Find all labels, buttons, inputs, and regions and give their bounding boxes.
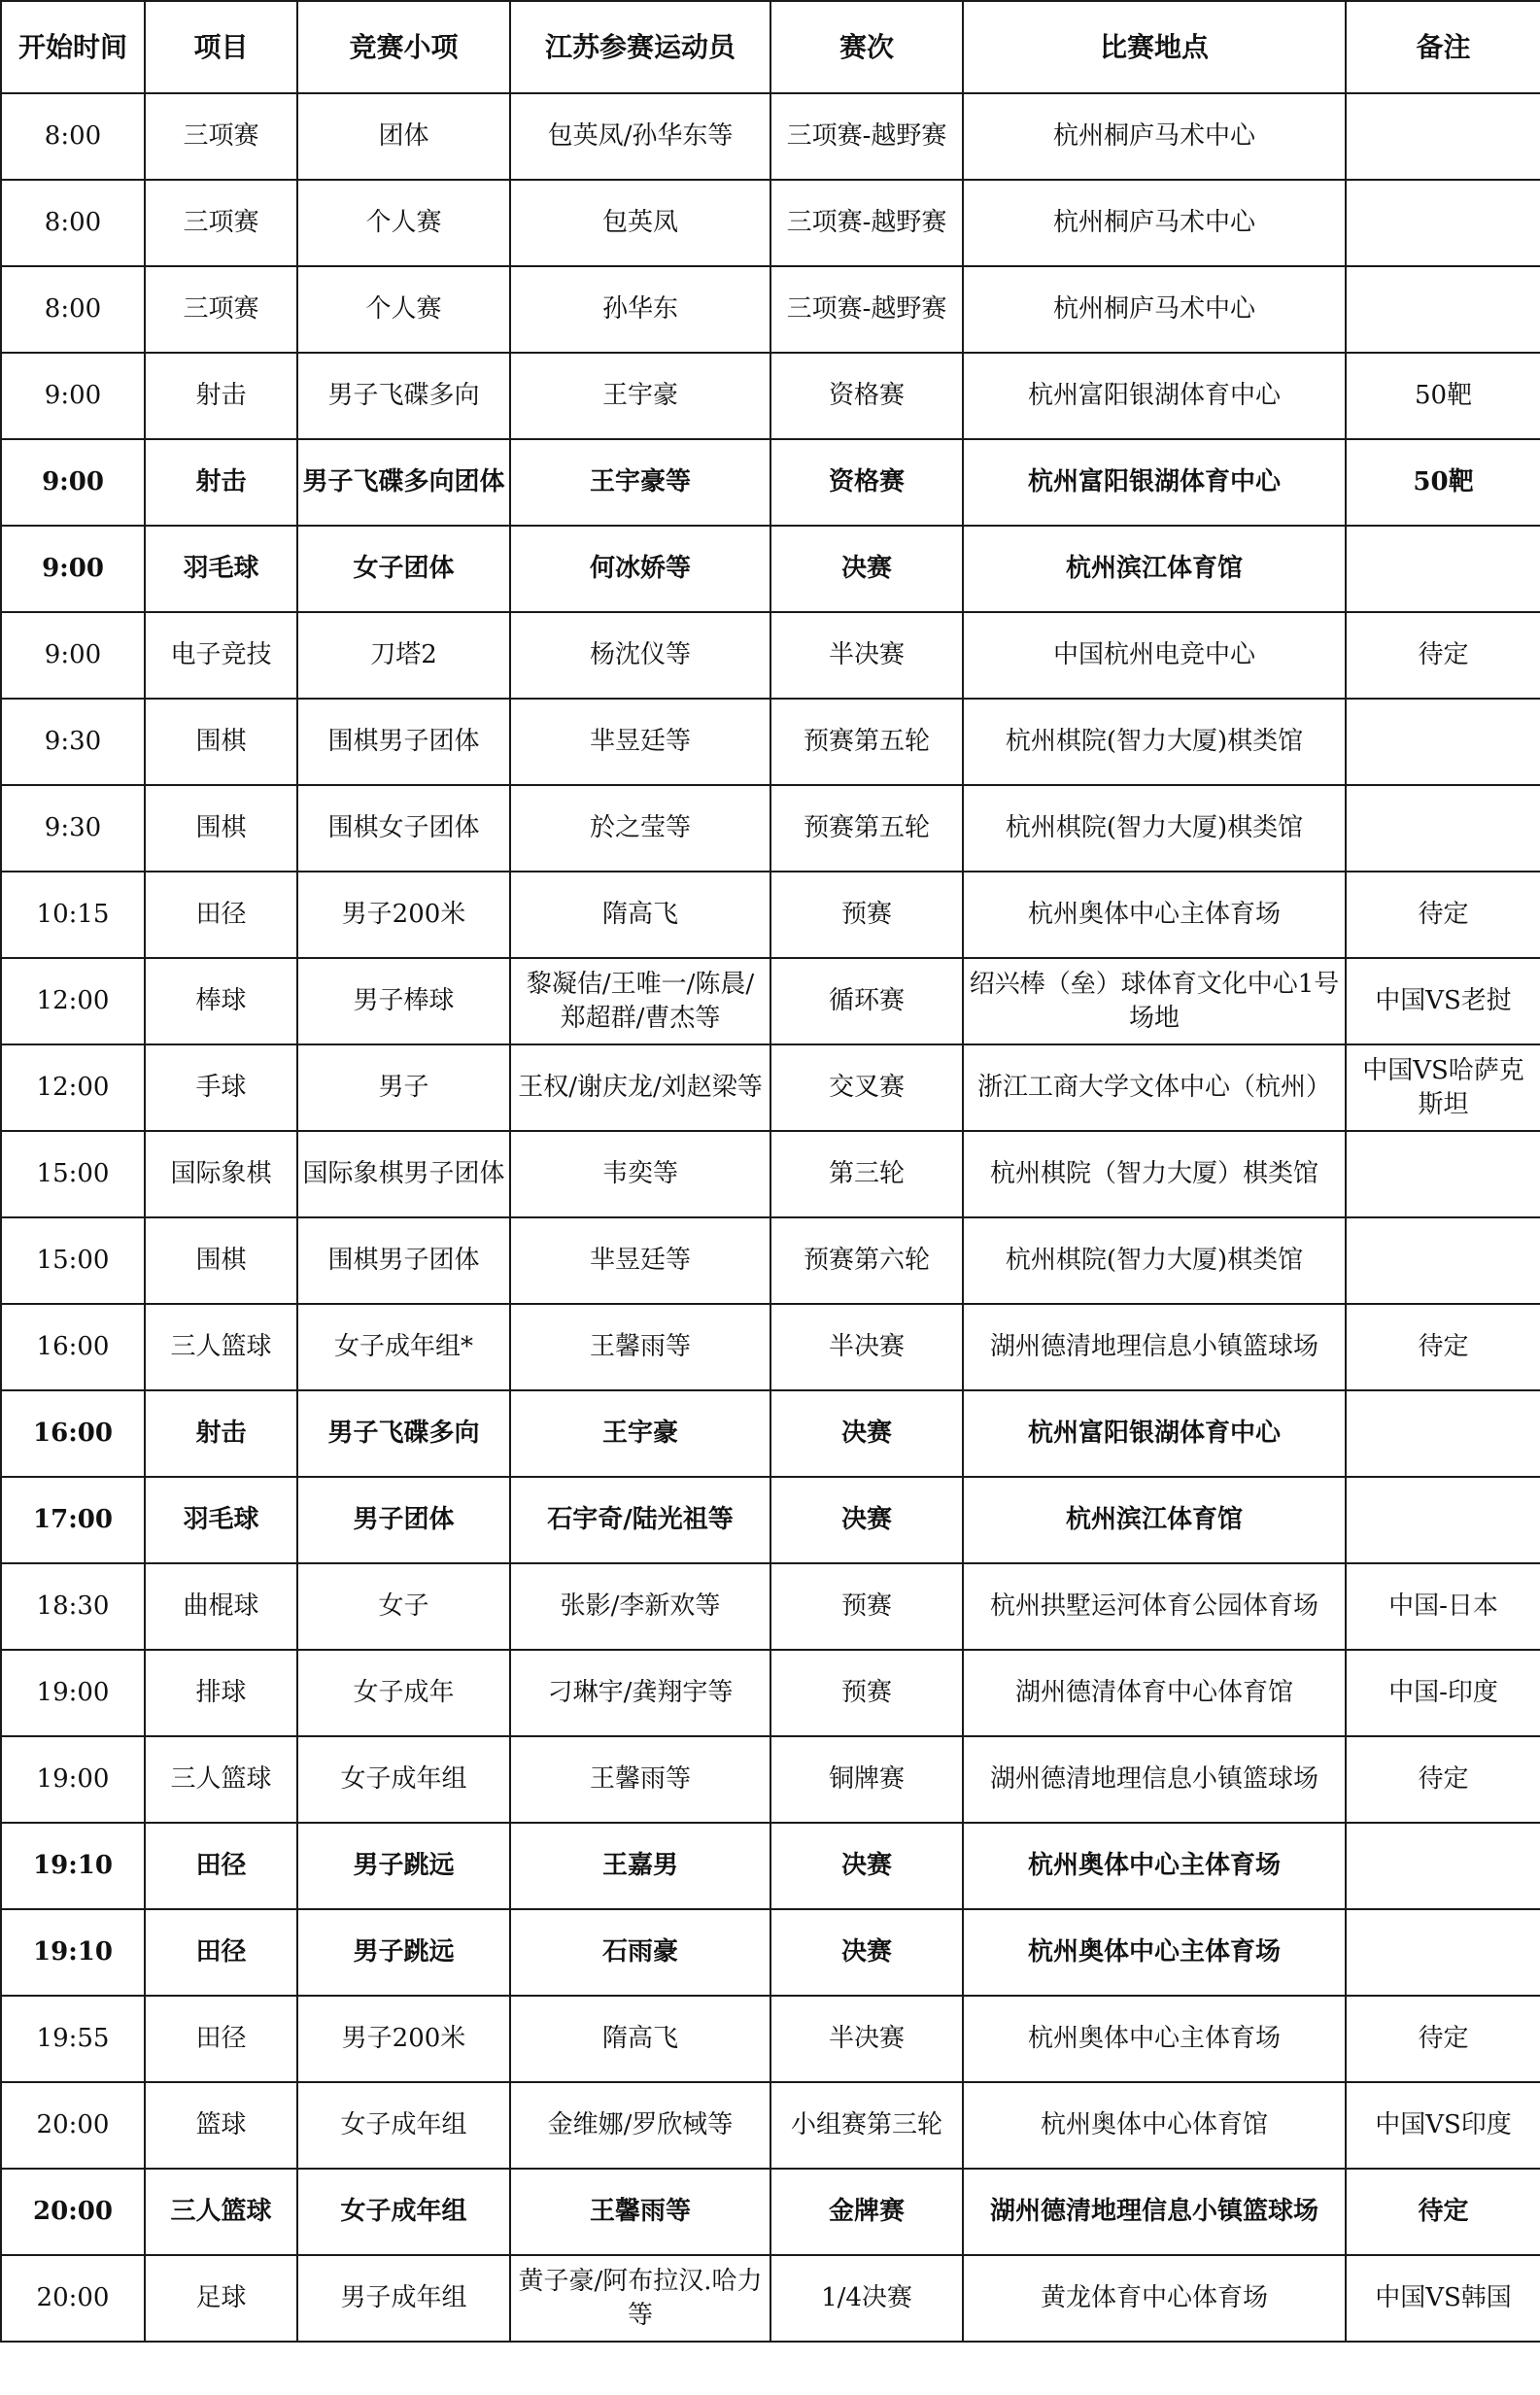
- cell-round: 决赛: [770, 526, 963, 612]
- header-venue: 比赛地点: [963, 1, 1346, 93]
- cell-athletes: 王权/谢庆龙/刘赵梁等: [510, 1044, 770, 1131]
- cell-round: 交叉赛: [770, 1044, 963, 1131]
- cell-athletes: 王嘉男: [510, 1823, 770, 1909]
- cell-start-time: 8:00: [1, 93, 145, 180]
- table-row: [1, 1131, 1540, 1217]
- cell-start-time: 20:00: [1, 2255, 145, 2342]
- cell-venue: 绍兴棒（垒）球体育文化中心1号场地: [963, 958, 1346, 1044]
- table-row: [1, 353, 1540, 439]
- table-row: [1, 699, 1540, 785]
- cell-athletes: 王宇豪等: [510, 439, 770, 526]
- cell-venue: 湖州德清地理信息小镇篮球场: [963, 2169, 1346, 2255]
- cell-start-time: 8:00: [1, 266, 145, 353]
- cell-start-time: 19:00: [1, 1650, 145, 1736]
- cell-athletes: 隋高飞: [510, 872, 770, 958]
- table-row: [1, 872, 1540, 958]
- cell-round: 半决赛: [770, 1996, 963, 2082]
- cell-notes: 待定: [1346, 1996, 1540, 2082]
- cell-start-time: 16:00: [1, 1304, 145, 1390]
- table-row: [1, 1996, 1540, 2082]
- cell-notes: [1346, 1217, 1540, 1304]
- cell-venue: 杭州奥体中心主体育场: [963, 872, 1346, 958]
- cell-notes: [1346, 1131, 1540, 1217]
- cell-round: 三项赛-越野赛: [770, 93, 963, 180]
- cell-venue: 浙江工商大学文体中心（杭州）: [963, 1044, 1346, 1131]
- cell-notes: 待定: [1346, 612, 1540, 699]
- table-row: [1, 1909, 1540, 1996]
- table-row: [1, 93, 1540, 180]
- cell-event: 田径: [145, 1996, 297, 2082]
- cell-venue: 杭州富阳银湖体育中心: [963, 353, 1346, 439]
- cell-event: 围棋: [145, 1217, 297, 1304]
- table-row: [1, 526, 1540, 612]
- cell-notes: [1346, 1390, 1540, 1477]
- cell-venue: 杭州棋院(智力大厦)棋类馆: [963, 1217, 1346, 1304]
- cell-notes: [1346, 180, 1540, 266]
- cell-notes: [1346, 785, 1540, 872]
- cell-notes: 待定: [1346, 872, 1540, 958]
- table-row: [1, 1477, 1540, 1563]
- cell-start-time: 15:00: [1, 1131, 145, 1217]
- cell-venue: 杭州滨江体育馆: [963, 1477, 1346, 1563]
- cell-athletes: 孙华东: [510, 266, 770, 353]
- cell-event: 手球: [145, 1044, 297, 1131]
- cell-event: 羽毛球: [145, 1477, 297, 1563]
- cell-venue: 中国杭州电竞中心: [963, 612, 1346, 699]
- header-athletes: 江苏参赛运动员: [510, 1, 770, 93]
- cell-sub-event: 女子成年组: [297, 2169, 510, 2255]
- cell-event: 三项赛: [145, 93, 297, 180]
- cell-athletes: 刁琳宇/龚翔宇等: [510, 1650, 770, 1736]
- cell-notes: 待定: [1346, 1736, 1540, 1823]
- cell-round: 第三轮: [770, 1131, 963, 1217]
- cell-event: 围棋: [145, 785, 297, 872]
- cell-start-time: 9:30: [1, 785, 145, 872]
- cell-round: 循环赛: [770, 958, 963, 1044]
- cell-venue: 湖州德清体育中心体育馆: [963, 1650, 1346, 1736]
- cell-notes: 50靶: [1346, 353, 1540, 439]
- cell-athletes: 黎凝佶/王唯一/陈晨/郑超群/曹杰等: [510, 958, 770, 1044]
- cell-athletes: 石宇奇/陆光祖等: [510, 1477, 770, 1563]
- cell-round: 决赛: [770, 1390, 963, 1477]
- cell-notes: 中国-日本: [1346, 1563, 1540, 1650]
- header-sub-event: 竞赛小项: [297, 1, 510, 93]
- cell-athletes: 於之莹等: [510, 785, 770, 872]
- cell-athletes: 包英凤: [510, 180, 770, 266]
- cell-venue: 杭州桐庐马术中心: [963, 180, 1346, 266]
- cell-notes: [1346, 526, 1540, 612]
- cell-event: 篮球: [145, 2082, 297, 2169]
- cell-event: 棒球: [145, 958, 297, 1044]
- cell-start-time: 19:00: [1, 1736, 145, 1823]
- cell-venue: 杭州棋院(智力大厦)棋类馆: [963, 699, 1346, 785]
- cell-event: 三人篮球: [145, 2169, 297, 2255]
- cell-athletes: 王馨雨等: [510, 1736, 770, 1823]
- cell-athletes: 金维娜/罗欣棫等: [510, 2082, 770, 2169]
- cell-venue: 湖州德清地理信息小镇篮球场: [963, 1304, 1346, 1390]
- cell-venue: 杭州棋院(智力大厦)棋类馆: [963, 785, 1346, 872]
- header-start-time: 开始时间: [1, 1, 145, 93]
- cell-round: 预赛第五轮: [770, 699, 963, 785]
- cell-athletes: 包英凤/孙华东等: [510, 93, 770, 180]
- cell-sub-event: 女子成年组: [297, 2082, 510, 2169]
- cell-start-time: 9:00: [1, 353, 145, 439]
- cell-event: 田径: [145, 1909, 297, 1996]
- cell-notes: 待定: [1346, 1304, 1540, 1390]
- cell-notes: 中国VS韩国: [1346, 2255, 1540, 2342]
- cell-notes: 中国VS印度: [1346, 2082, 1540, 2169]
- table-row: [1, 1823, 1540, 1909]
- cell-sub-event: 女子成年组*: [297, 1304, 510, 1390]
- table-row: [1, 180, 1540, 266]
- cell-notes: 中国VS老挝: [1346, 958, 1540, 1044]
- cell-event: 田径: [145, 872, 297, 958]
- cell-round: 三项赛-越野赛: [770, 180, 963, 266]
- cell-athletes: 韦奕等: [510, 1131, 770, 1217]
- cell-event: 三项赛: [145, 266, 297, 353]
- cell-start-time: 9:00: [1, 439, 145, 526]
- cell-venue: 杭州富阳银湖体育中心: [963, 439, 1346, 526]
- cell-round: 预赛: [770, 872, 963, 958]
- cell-sub-event: 个人赛: [297, 180, 510, 266]
- cell-venue: 杭州奥体中心体育馆: [963, 2082, 1346, 2169]
- cell-round: 预赛: [770, 1650, 963, 1736]
- cell-sub-event: 团体: [297, 93, 510, 180]
- header-event: 项目: [145, 1, 297, 93]
- table-row: [1, 958, 1540, 1044]
- cell-sub-event: 女子成年: [297, 1650, 510, 1736]
- cell-round: 半决赛: [770, 1304, 963, 1390]
- cell-sub-event: 男子跳远: [297, 1909, 510, 1996]
- cell-athletes: 王宇豪: [510, 353, 770, 439]
- header-notes: 备注: [1346, 1, 1540, 93]
- cell-sub-event: 男子跳远: [297, 1823, 510, 1909]
- cell-sub-event: 男子棒球: [297, 958, 510, 1044]
- cell-round: 小组赛第三轮: [770, 2082, 963, 2169]
- cell-sub-event: 女子: [297, 1563, 510, 1650]
- cell-round: 预赛: [770, 1563, 963, 1650]
- cell-sub-event: 国际象棋男子团体: [297, 1131, 510, 1217]
- cell-athletes: 芈昱廷等: [510, 699, 770, 785]
- cell-notes: [1346, 266, 1540, 353]
- table-row: [1, 612, 1540, 699]
- cell-sub-event: 男子200米: [297, 1996, 510, 2082]
- cell-sub-event: 男子飞碟多向: [297, 1390, 510, 1477]
- cell-venue: 杭州富阳银湖体育中心: [963, 1390, 1346, 1477]
- cell-athletes: 王宇豪: [510, 1390, 770, 1477]
- cell-start-time: 12:00: [1, 958, 145, 1044]
- cell-start-time: 16:00: [1, 1390, 145, 1477]
- cell-venue: 杭州桐庐马术中心: [963, 93, 1346, 180]
- cell-athletes: 芈昱廷等: [510, 1217, 770, 1304]
- cell-sub-event: 男子: [297, 1044, 510, 1131]
- cell-sub-event: 女子团体: [297, 526, 510, 612]
- cell-venue: 杭州奥体中心主体育场: [963, 1996, 1346, 2082]
- cell-round: 三项赛-越野赛: [770, 266, 963, 353]
- cell-notes: [1346, 1477, 1540, 1563]
- cell-event: 电子竞技: [145, 612, 297, 699]
- cell-round: 铜牌赛: [770, 1736, 963, 1823]
- table-row: [1, 785, 1540, 872]
- cell-round: 决赛: [770, 1477, 963, 1563]
- cell-venue: 杭州奥体中心主体育场: [963, 1909, 1346, 1996]
- table-row: [1, 1304, 1540, 1390]
- table-row: [1, 1217, 1540, 1304]
- table-row: [1, 1390, 1540, 1477]
- cell-start-time: 9:30: [1, 699, 145, 785]
- table-row: [1, 1563, 1540, 1650]
- cell-event: 足球: [145, 2255, 297, 2342]
- cell-round: 资格赛: [770, 439, 963, 526]
- cell-venue: 杭州奥体中心主体育场: [963, 1823, 1346, 1909]
- cell-event: 三项赛: [145, 180, 297, 266]
- cell-athletes: 张影/李新欢等: [510, 1563, 770, 1650]
- cell-athletes: 何冰娇等: [510, 526, 770, 612]
- table-row: [1, 439, 1540, 526]
- cell-sub-event: 男子200米: [297, 872, 510, 958]
- cell-start-time: 8:00: [1, 180, 145, 266]
- cell-start-time: 20:00: [1, 2169, 145, 2255]
- cell-start-time: 10:15: [1, 872, 145, 958]
- table-row: [1, 2255, 1540, 2342]
- cell-sub-event: 男子飞碟多向: [297, 353, 510, 439]
- table-header: [1, 1, 1540, 93]
- cell-sub-event: 男子成年组: [297, 2255, 510, 2342]
- cell-event: 曲棍球: [145, 1563, 297, 1650]
- cell-event: 田径: [145, 1823, 297, 1909]
- cell-round: 金牌赛: [770, 2169, 963, 2255]
- cell-event: 三人篮球: [145, 1304, 297, 1390]
- cell-notes: 中国VS哈萨克斯坦: [1346, 1044, 1540, 1131]
- cell-start-time: 9:00: [1, 526, 145, 612]
- cell-notes: [1346, 699, 1540, 785]
- table-body: [1, 93, 1540, 2342]
- cell-sub-event: 女子成年组: [297, 1736, 510, 1823]
- cell-notes: [1346, 1823, 1540, 1909]
- cell-notes: 中国-印度: [1346, 1650, 1540, 1736]
- cell-athletes: 石雨豪: [510, 1909, 770, 1996]
- table-row: [1, 1650, 1540, 1736]
- cell-start-time: 19:55: [1, 1996, 145, 2082]
- cell-notes: [1346, 93, 1540, 180]
- cell-event: 围棋: [145, 699, 297, 785]
- cell-start-time: 9:00: [1, 612, 145, 699]
- cell-event: 国际象棋: [145, 1131, 297, 1217]
- cell-athletes: 王馨雨等: [510, 2169, 770, 2255]
- cell-event: 射击: [145, 439, 297, 526]
- cell-venue: 杭州桐庐马术中心: [963, 266, 1346, 353]
- cell-round: 预赛第六轮: [770, 1217, 963, 1304]
- cell-sub-event: 男子飞碟多向团体: [297, 439, 510, 526]
- cell-notes: 待定: [1346, 2169, 1540, 2255]
- table-row: [1, 266, 1540, 353]
- cell-athletes: 杨沈仪等: [510, 612, 770, 699]
- table-row: [1, 2169, 1540, 2255]
- cell-start-time: 12:00: [1, 1044, 145, 1131]
- cell-athletes: 黄子豪/阿布拉汉.哈力等: [510, 2255, 770, 2342]
- cell-event: 排球: [145, 1650, 297, 1736]
- table-row: [1, 1736, 1540, 1823]
- cell-venue: 湖州德清地理信息小镇篮球场: [963, 1736, 1346, 1823]
- cell-event: 羽毛球: [145, 526, 297, 612]
- cell-notes: 50靶: [1346, 439, 1540, 526]
- cell-round: 1/4决赛: [770, 2255, 963, 2342]
- table-row: [1, 1044, 1540, 1131]
- cell-event: 射击: [145, 353, 297, 439]
- cell-notes: [1346, 1909, 1540, 1996]
- cell-start-time: 19:10: [1, 1909, 145, 1996]
- cell-sub-event: 围棋男子团体: [297, 1217, 510, 1304]
- cell-round: 决赛: [770, 1823, 963, 1909]
- cell-venue: 杭州棋院（智力大厦）棋类馆: [963, 1131, 1346, 1217]
- cell-start-time: 19:10: [1, 1823, 145, 1909]
- cell-start-time: 17:00: [1, 1477, 145, 1563]
- cell-start-time: 15:00: [1, 1217, 145, 1304]
- cell-round: 预赛第五轮: [770, 785, 963, 872]
- header-row: [1, 1, 1540, 93]
- cell-event: 三人篮球: [145, 1736, 297, 1823]
- cell-start-time: 20:00: [1, 2082, 145, 2169]
- cell-sub-event: 个人赛: [297, 266, 510, 353]
- cell-sub-event: 围棋女子团体: [297, 785, 510, 872]
- cell-sub-event: 刀塔2: [297, 612, 510, 699]
- cell-sub-event: 男子团体: [297, 1477, 510, 1563]
- cell-round: 资格赛: [770, 353, 963, 439]
- cell-round: 半决赛: [770, 612, 963, 699]
- cell-venue: 杭州拱墅运河体育公园体育场: [963, 1563, 1346, 1650]
- header-round: 赛次: [770, 1, 963, 93]
- cell-venue: 黄龙体育中心体育场: [963, 2255, 1346, 2342]
- cell-athletes: 隋高飞: [510, 1996, 770, 2082]
- cell-athletes: 王馨雨等: [510, 1304, 770, 1390]
- cell-round: 决赛: [770, 1909, 963, 1996]
- cell-sub-event: 围棋男子团体: [297, 699, 510, 785]
- cell-start-time: 18:30: [1, 1563, 145, 1650]
- cell-event: 射击: [145, 1390, 297, 1477]
- cell-venue: 杭州滨江体育馆: [963, 526, 1346, 612]
- table-row: [1, 2082, 1540, 2169]
